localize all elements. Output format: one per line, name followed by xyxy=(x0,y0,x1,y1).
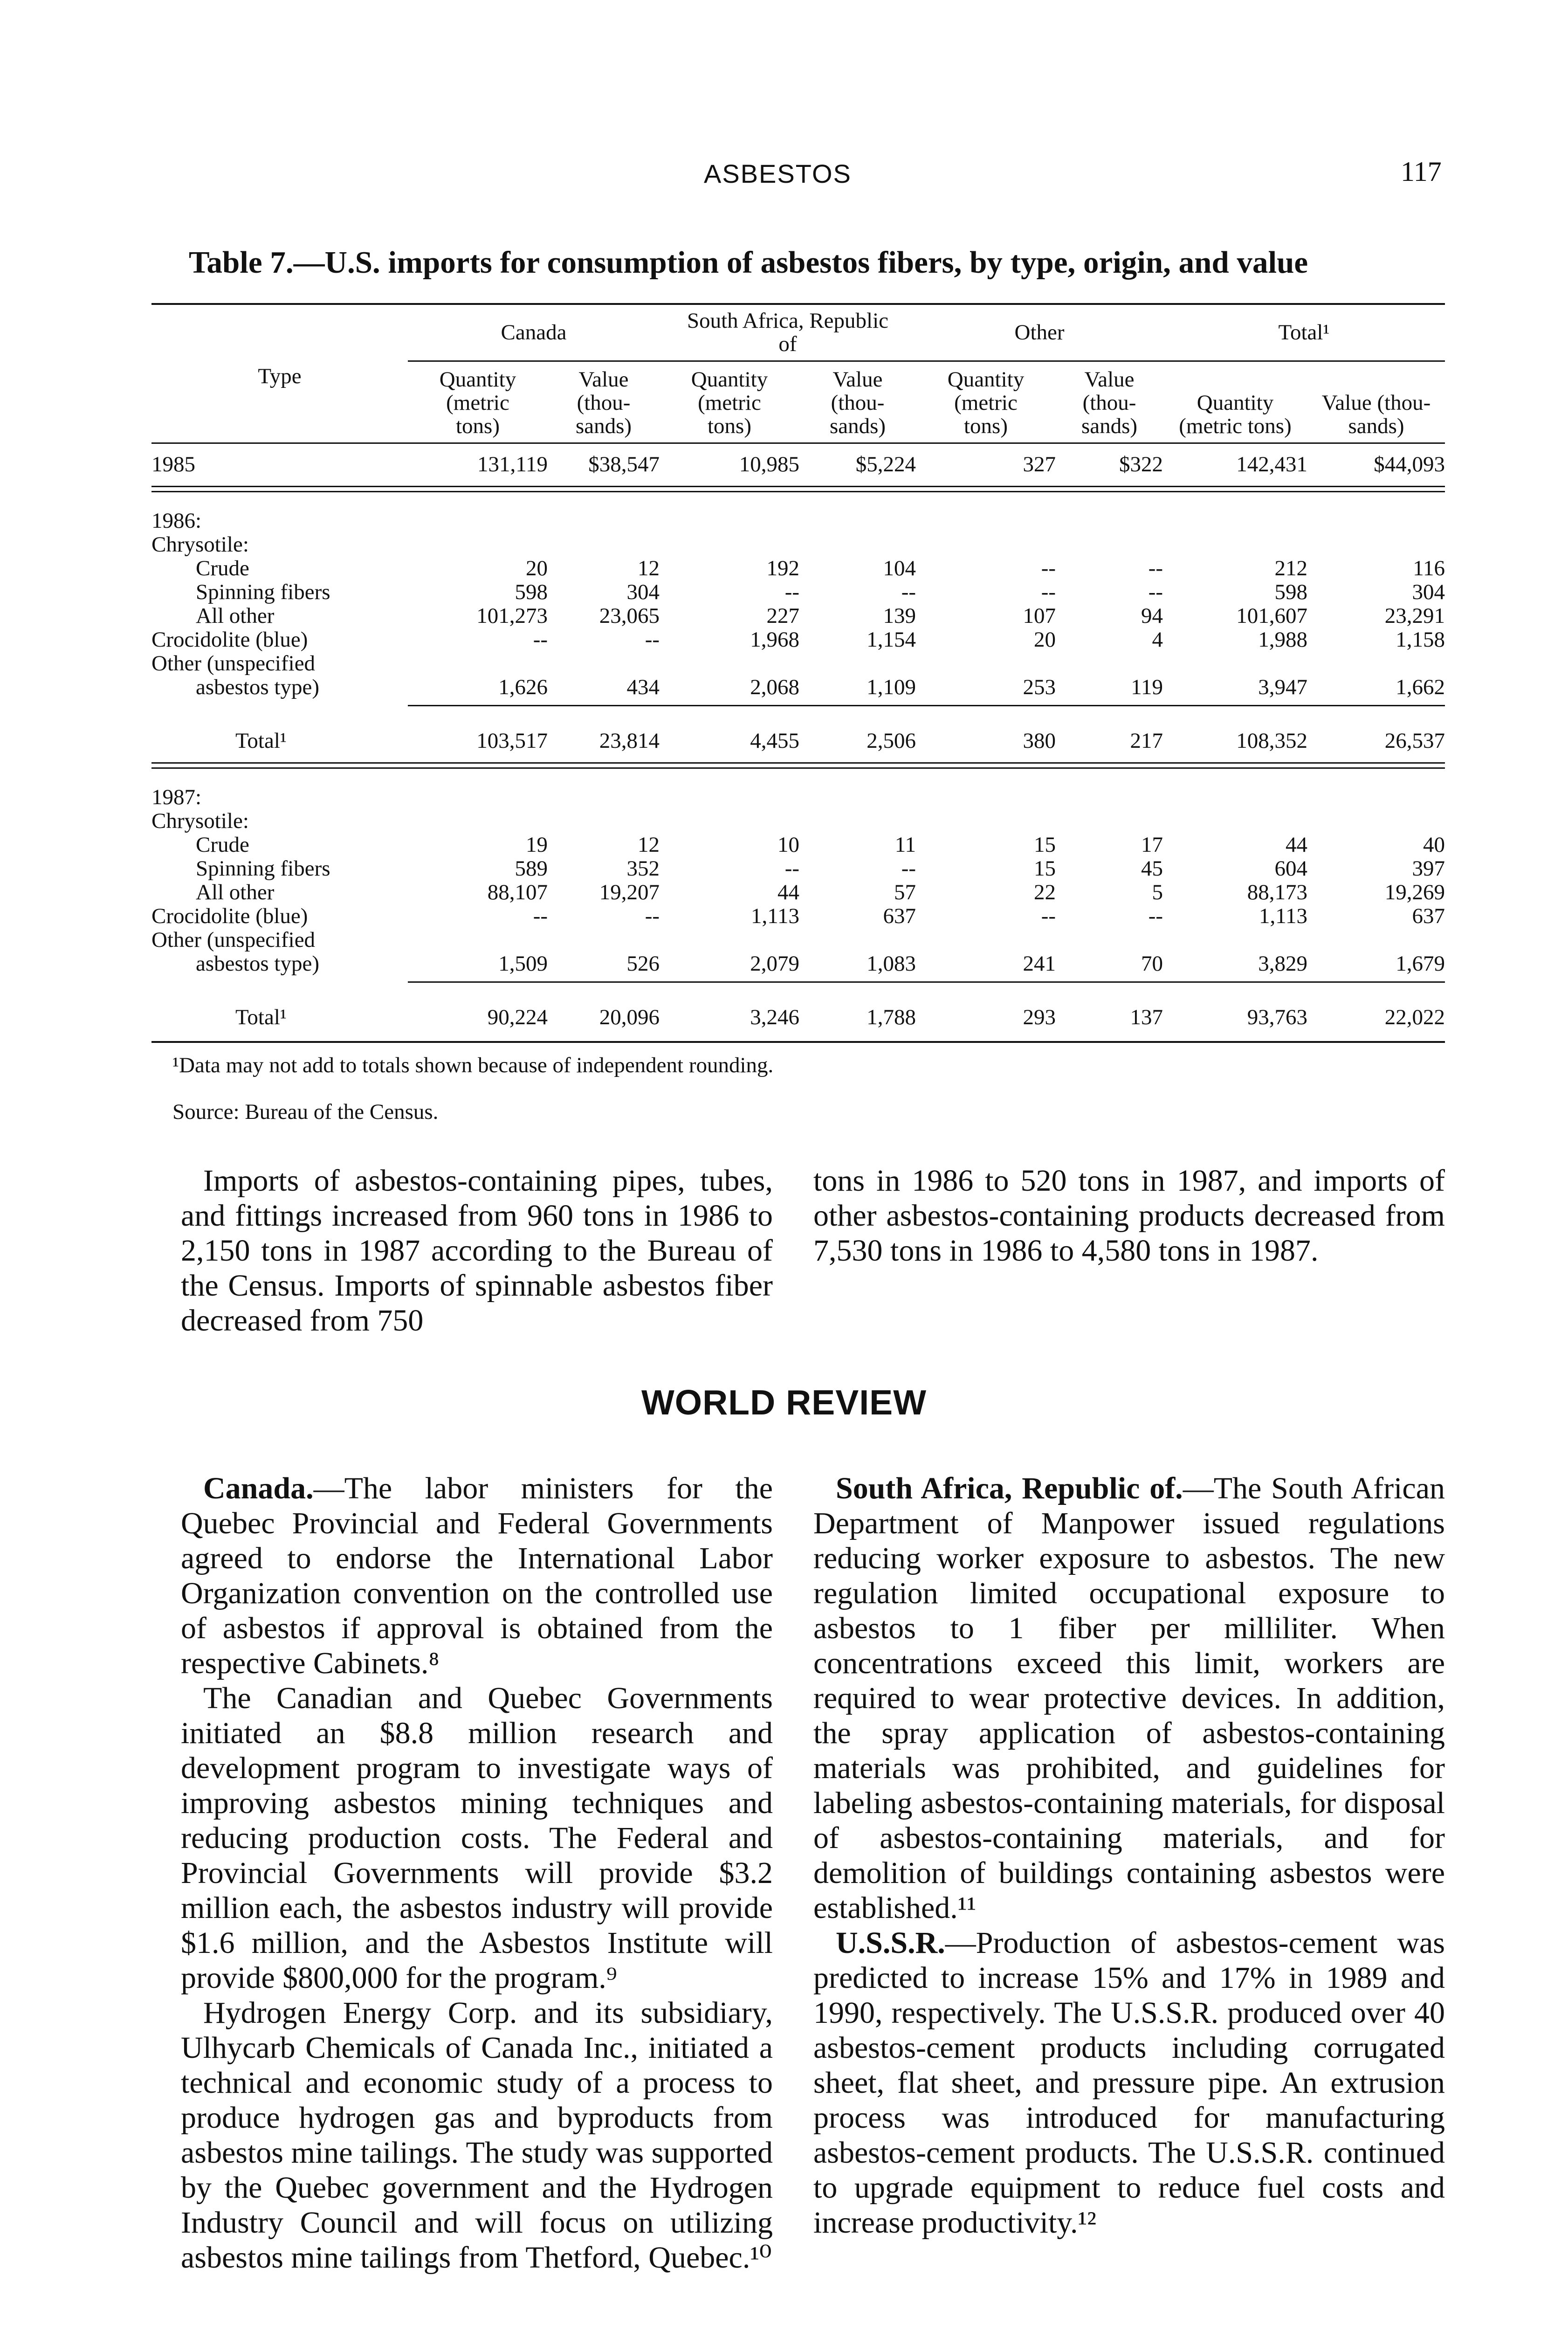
table-row xyxy=(151,676,1445,699)
table-cell: $322 xyxy=(1119,452,1163,476)
body-paragraph: tons in 1986 to 520 tons in 1987, and imports of other asbestos-containing products decreased from 7,530 tons in 1986 to 4,580 tons in 1987. xyxy=(813,1164,1445,1268)
table-row xyxy=(151,557,1445,580)
table-row xyxy=(151,706,1445,753)
row-label: 1985 xyxy=(151,452,195,476)
table-cell: 12 xyxy=(638,556,660,580)
table-cell: 70 xyxy=(1141,952,1163,976)
table-cell: 101,607 xyxy=(1236,604,1308,628)
table-cell: -- xyxy=(1041,580,1056,604)
year-label: 1986: xyxy=(151,509,202,533)
table-cell: 23,291 xyxy=(1384,604,1445,628)
table-cell: 20 xyxy=(526,556,548,580)
table-cell: 192 xyxy=(766,556,799,580)
table-cell: 4 xyxy=(1152,628,1163,652)
category-label: Chrysotile: xyxy=(151,809,249,833)
table-footnote: ¹Data may not add to totals shown because of independent rounding. xyxy=(172,1053,774,1077)
table-cell: 4,455 xyxy=(750,729,799,753)
table-cell: 304 xyxy=(626,580,660,604)
row-label: Crocidolite (blue) xyxy=(151,628,308,652)
value-header: Value (thou- sands) xyxy=(829,367,886,438)
running-title: ASBESTOS xyxy=(704,159,852,188)
row-label: All other xyxy=(196,880,275,904)
table-cell: 327 xyxy=(1023,452,1056,476)
row-label: Spinning fibers xyxy=(196,580,330,604)
type-header: Type xyxy=(258,364,302,388)
table-cell: 1,109 xyxy=(867,675,916,699)
table-cell: 11 xyxy=(894,833,916,857)
table-cell: -- xyxy=(533,628,548,652)
imports-paragraph-right xyxy=(813,1163,1445,1268)
table-cell: 5 xyxy=(1152,880,1163,904)
table-cell: 88,107 xyxy=(487,880,548,904)
table-cell: 434 xyxy=(626,675,660,699)
table-row xyxy=(151,857,1445,881)
south-africa-text: —The South African Department of Manpower issued regulations reducing worker exposure to asbestos. The new regulation limited occupational exposure to asbestos to 1 fiber per milliliter. When concentrations exceed this limit, workers are required to wear protective devices. In addition, the spray application of asbestos-containing materials was prohibited, and guidelines for labeling asbestos-containing materials, for disposal of asbestos-containing materials, and for demolition of buildings containing asbestos were established.¹¹ xyxy=(813,1471,1445,1925)
table-cell: -- xyxy=(533,904,548,928)
table-cell: 1,113 xyxy=(1259,904,1308,928)
year-label: 1987: xyxy=(151,785,202,809)
row-label: asbestos type) xyxy=(196,952,319,976)
group-south-africa-label: South Africa, Republic of xyxy=(687,309,889,357)
table-cell: 12 xyxy=(638,833,660,857)
table-cell: 19 xyxy=(526,833,548,857)
table-cell: 2,506 xyxy=(867,729,916,753)
table-cell: $5,224 xyxy=(855,452,916,476)
ussr-lead: U.S.S.R. xyxy=(836,1926,945,1960)
table-cell: -- xyxy=(1148,580,1163,604)
canada-lead: Canada. xyxy=(203,1471,314,1505)
row-label: Total¹ xyxy=(235,1005,287,1029)
table-cell: 1,154 xyxy=(867,628,916,652)
table-cell: $44,093 xyxy=(1374,452,1445,476)
table-notes xyxy=(172,1051,773,1145)
table-cell: 142,431 xyxy=(1236,452,1308,476)
row-label: All other xyxy=(196,604,275,628)
table-row xyxy=(151,833,1445,857)
table-cell: 103,517 xyxy=(476,729,548,753)
table-cell: 604 xyxy=(1274,856,1308,881)
table-cell: 1,662 xyxy=(1396,675,1445,699)
table-cell: 107 xyxy=(1023,604,1056,628)
table-cell: 1,083 xyxy=(867,952,916,976)
table-cell: 101,273 xyxy=(476,604,548,628)
table-cell: 137 xyxy=(1130,1005,1163,1029)
table-cell: 90,224 xyxy=(487,1005,548,1029)
body-paragraph: Hydrogen Energy Corp. and its subsidiary, Ulhycarb Chemicals of Canada Inc., initiated a technical and economic study of a process to produce hydrogen gas and byproducts from asbestos mine tailings. The study was supported by the Quebec government and the Hydrogen Industry Council and will focus on utilizing asbestos mine tailings from Thetford, Quebec.¹⁰ xyxy=(181,1996,773,2275)
table-cell: -- xyxy=(901,580,916,604)
table-row xyxy=(151,881,1445,904)
table-cell: 526 xyxy=(626,952,660,976)
table-title: Table 7.—U.S. imports for consumption of asbestos fibers, by type, origin, and value xyxy=(189,245,1308,280)
south-africa-lead: South Africa, Republic of. xyxy=(836,1471,1183,1505)
group-total: Total¹ xyxy=(1163,305,1445,361)
ussr-text: —Production of asbestos-cement was predicted to increase 15% and 17% in 1989 and 1990, respectively. The U.S.S.R. produced over 40 asbestos-cement products including corrugated sheet, flat sheet, and pressure pipe. An extrusion process was introduced for manufacturing asbestos-cement products. The U.S.S.R. continued to upgrade equipment to reduce fuel costs and increase productivity.¹² xyxy=(813,1926,1445,2240)
value-header: Value (thou- sands) xyxy=(1321,391,1431,438)
value-header: Value (thou- sands) xyxy=(575,367,632,438)
table-row xyxy=(151,628,1445,652)
table-cell: -- xyxy=(1041,904,1056,928)
canada-text: —The labor ministers for the Quebec Provincial and Federal Governments agreed to endorse the International Labor Organization convention on the controlled use of asbestos if approval is obtained from the respective Cabinets.⁸ xyxy=(181,1471,773,1680)
table-cell: 1,113 xyxy=(750,904,799,928)
south-africa-paragraph xyxy=(813,1471,1445,1925)
table-cell: 241 xyxy=(1023,952,1056,976)
row-label: Crocidolite (blue) xyxy=(151,904,308,928)
table-cell: 139 xyxy=(883,604,916,628)
ussr-paragraph xyxy=(813,1925,1445,2240)
table-cell: 23,065 xyxy=(599,604,660,628)
table-cell: 57 xyxy=(894,880,916,904)
table-cell: -- xyxy=(784,856,799,881)
table-cell: 1,626 xyxy=(498,675,548,699)
table-cell: -- xyxy=(1148,904,1163,928)
body-paragraph: The Canadian and Quebec Governments initiated an $8.8 million research and development program to investigate ways of improving asbestos mining techniques and reducing production costs. The Federal and Provincial Governments will provide $3.2 million each, the asbestos industry will provide $1.6 million, and the Asbestos Institute will provide $800,000 for the program.⁹ xyxy=(181,1681,773,1995)
table-cell: 104 xyxy=(883,556,916,580)
category-label: Chrysotile: xyxy=(151,532,249,557)
row-label: Other (unspecified xyxy=(151,928,316,952)
table-cell: -- xyxy=(1148,556,1163,580)
imports-table xyxy=(151,303,1445,1043)
table-cell: 10 xyxy=(777,833,799,857)
table-cell: -- xyxy=(645,904,660,928)
table-cell: 44 xyxy=(1286,833,1308,857)
quantity-header: Quantity (metric tons) xyxy=(691,367,768,438)
table-cell: 116 xyxy=(1413,556,1445,580)
table-source: Source: Bureau of the Census. xyxy=(172,1100,439,1124)
canada-paragraph xyxy=(181,1471,773,1681)
table-cell: 598 xyxy=(515,580,548,604)
table-cell: 20,096 xyxy=(599,1005,660,1029)
table-cell: 227 xyxy=(766,604,799,628)
table-cell: 212 xyxy=(1274,556,1308,580)
running-header xyxy=(0,156,1568,196)
table-cell: 589 xyxy=(515,856,548,881)
table-cell: 352 xyxy=(626,856,660,881)
table-cell: 119 xyxy=(1131,675,1163,699)
table-cell: 94 xyxy=(1141,604,1163,628)
table-cell: 1,158 xyxy=(1396,628,1445,652)
page-number: 117 xyxy=(1401,156,1442,187)
quantity-header: Quantity (metric tons) xyxy=(1179,391,1292,438)
table-cell: $38,547 xyxy=(588,452,660,476)
section-heading: WORLD REVIEW xyxy=(641,1383,927,1422)
table-cell: 1,988 xyxy=(1258,628,1308,652)
table-cell: 40 xyxy=(1423,833,1445,857)
table-row xyxy=(151,580,1445,604)
table-cell: 598 xyxy=(1274,580,1308,604)
table-cell: 3,246 xyxy=(750,1005,799,1029)
row-label: Crude xyxy=(196,556,249,580)
table-cell: 19,269 xyxy=(1384,880,1445,904)
table-cell: 26,537 xyxy=(1384,729,1445,753)
row-label: Crude xyxy=(196,833,249,857)
table-cell: 20 xyxy=(1034,628,1056,652)
body-paragraph: Imports of asbestos-containing pipes, tubes, and fittings increased from 960 tons in 1986 to 2,150 tons in 1987 according to the Bureau of the Census. Imports of spinnable asbestos fiber decreased from 750 xyxy=(181,1164,773,1338)
quantity-header: Quantity (metric tons) xyxy=(439,367,516,438)
right-column xyxy=(813,1471,1445,2240)
table-cell: 131,119 xyxy=(477,452,548,476)
row-label: Total¹ xyxy=(235,729,287,753)
row-label: Other (unspecified xyxy=(151,651,316,676)
table-cell: 304 xyxy=(1412,580,1445,604)
table-cell: 397 xyxy=(1412,856,1445,881)
group-canada: Canada xyxy=(408,305,660,361)
table-cell: -- xyxy=(901,856,916,881)
table-cell: 93,763 xyxy=(1247,1005,1308,1029)
table-row xyxy=(151,604,1445,628)
left-column xyxy=(181,1471,773,2275)
table-cell: 45 xyxy=(1141,856,1163,881)
table-row xyxy=(151,444,1445,476)
table-cell: 10,985 xyxy=(739,452,799,476)
table-cell: 3,947 xyxy=(1258,675,1308,699)
section-rule xyxy=(151,762,1445,769)
row-label: Spinning fibers xyxy=(196,856,330,881)
table-cell: 1,788 xyxy=(867,1005,916,1029)
table-cell: 253 xyxy=(1023,675,1056,699)
table-row xyxy=(151,952,1445,976)
table-cell: 22,022 xyxy=(1384,1005,1445,1029)
table-cell: 88,173 xyxy=(1247,880,1308,904)
table-cell: 637 xyxy=(883,904,916,928)
table-cell: 1,679 xyxy=(1396,952,1445,976)
group-south-africa xyxy=(660,305,916,361)
table-cell: 19,207 xyxy=(599,880,660,904)
table-cell: 637 xyxy=(1412,904,1445,928)
section-rule xyxy=(151,486,1445,492)
table-cell: -- xyxy=(645,628,660,652)
table-cell: 1,968 xyxy=(750,628,799,652)
table-cell: 1,509 xyxy=(498,952,548,976)
table-row xyxy=(151,904,1445,928)
table-cell: 217 xyxy=(1130,729,1163,753)
row-label: asbestos type) xyxy=(196,675,319,699)
table-cell: 23,814 xyxy=(599,729,660,753)
imports-paragraph-left xyxy=(181,1163,773,1338)
table-cell: -- xyxy=(784,580,799,604)
table-cell: 17 xyxy=(1141,833,1163,857)
table-cell: -- xyxy=(1041,556,1056,580)
table-cell: 22 xyxy=(1034,880,1056,904)
value-header: Value (thou- sands) xyxy=(1081,367,1138,438)
table-cell: 2,068 xyxy=(750,675,799,699)
table-cell: 293 xyxy=(1023,1005,1056,1029)
table-cell: 15 xyxy=(1034,856,1056,881)
table-cell: 108,352 xyxy=(1236,729,1308,753)
table-cell: 15 xyxy=(1034,833,1056,857)
quantity-header: Quantity (metric tons) xyxy=(947,367,1025,438)
table-cell: 44 xyxy=(777,880,799,904)
table-row xyxy=(151,983,1445,1029)
group-other: Other xyxy=(916,305,1163,361)
table-bottom-rule xyxy=(151,1041,1445,1043)
table-cell: 2,079 xyxy=(750,952,799,976)
table-cell: 380 xyxy=(1023,729,1056,753)
table-cell: 3,829 xyxy=(1258,952,1308,976)
